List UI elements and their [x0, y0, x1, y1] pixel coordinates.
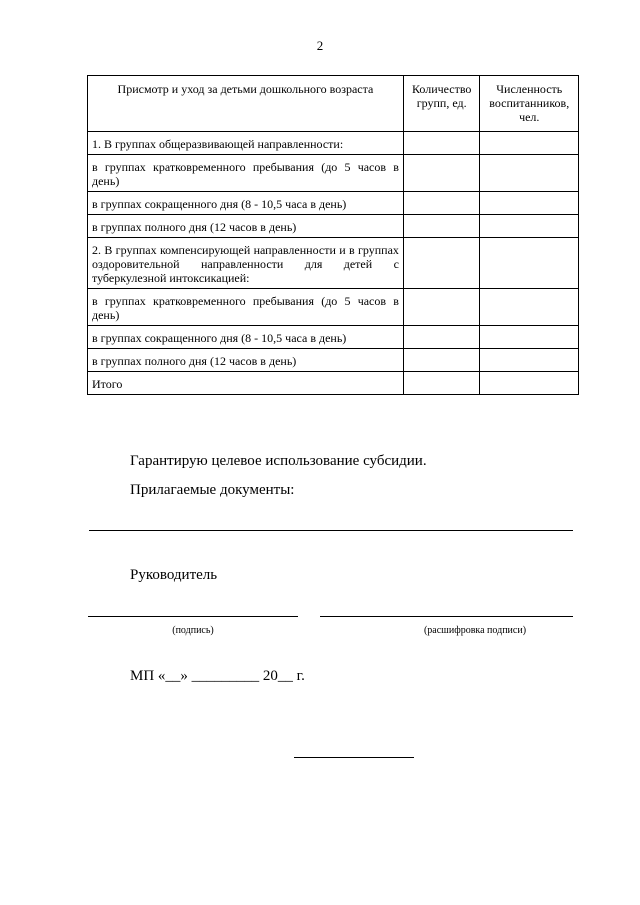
- row-label: в группах полного дня (12 часов в день): [88, 215, 404, 238]
- pupil-count-cell[interactable]: [480, 155, 579, 192]
- table-row: [88, 192, 579, 215]
- end-separator-line: [294, 757, 414, 758]
- group-count-cell[interactable]: [403, 192, 480, 215]
- pupil-count-cell[interactable]: [480, 192, 579, 215]
- page-number: 2: [316, 38, 324, 53]
- table-total-row: [88, 372, 579, 395]
- table-row: [88, 215, 579, 238]
- guarantee-statement: Гарантирую целевое использование субсидии.: [130, 453, 427, 469]
- table-row: [88, 289, 579, 326]
- pupil-count-cell[interactable]: [480, 215, 579, 238]
- signature-decryption-line[interactable]: [320, 616, 573, 617]
- row-label: в группах полного дня (12 часов в день): [88, 349, 404, 372]
- signature-caption: (подпись): [172, 625, 214, 636]
- row-label: в группах кратковременного пребывания (до 5 часов в день): [88, 155, 404, 192]
- pupil-count-cell[interactable]: [480, 132, 579, 155]
- attached-documents-line[interactable]: [89, 530, 573, 531]
- pupil-count-cell[interactable]: [480, 326, 579, 349]
- table-row: [88, 238, 579, 289]
- head-label: Руководитель: [130, 567, 218, 583]
- row-label: 2. В группах компенсирующей направленности и в группах оздоровительной направленности для детей с туберкулезной интоксикацией:: [88, 238, 404, 289]
- group-count-cell[interactable]: [403, 238, 480, 289]
- row-label: 1. В группах общеразвивающей направленности:: [88, 132, 404, 155]
- group-count-cell[interactable]: [403, 349, 480, 372]
- header-group-count: Количество групп, ед.: [403, 76, 480, 132]
- stamp-date-line: МП «__» _________ 20__ г.: [130, 668, 305, 684]
- pupil-count-total-cell[interactable]: [480, 372, 579, 395]
- pupil-count-cell[interactable]: [480, 289, 579, 326]
- group-count-cell[interactable]: [403, 289, 480, 326]
- row-label: в группах сокращенного дня (8 - 10,5 часа в день): [88, 192, 404, 215]
- row-label: в группах сокращенного дня (8 - 10,5 часа в день): [88, 326, 404, 349]
- subsidy-table: [87, 75, 579, 395]
- header-pupil-count: Численность воспитанников, чел.: [480, 76, 579, 132]
- pupil-count-cell[interactable]: [480, 349, 579, 372]
- signature-decryption-caption: (расшифровка подписи): [423, 625, 527, 636]
- group-count-total-cell[interactable]: [403, 372, 480, 395]
- table-row: [88, 155, 579, 192]
- attached-documents-label: Прилагаемые документы:: [130, 482, 295, 498]
- table-row: [88, 349, 579, 372]
- table-row: [88, 326, 579, 349]
- signature-line[interactable]: [88, 616, 298, 617]
- pupil-count-cell[interactable]: [480, 238, 579, 289]
- total-label: Итого: [88, 372, 404, 395]
- table-row: [88, 132, 579, 155]
- header-care-type: Присмотр и уход за детьми дошкольного возраста: [88, 76, 404, 132]
- group-count-cell[interactable]: [403, 155, 480, 192]
- group-count-cell[interactable]: [403, 326, 480, 349]
- group-count-cell[interactable]: [403, 132, 480, 155]
- group-count-cell[interactable]: [403, 215, 480, 238]
- table-header-row: [88, 76, 579, 132]
- row-label: в группах кратковременного пребывания (до 5 часов в день): [88, 289, 404, 326]
